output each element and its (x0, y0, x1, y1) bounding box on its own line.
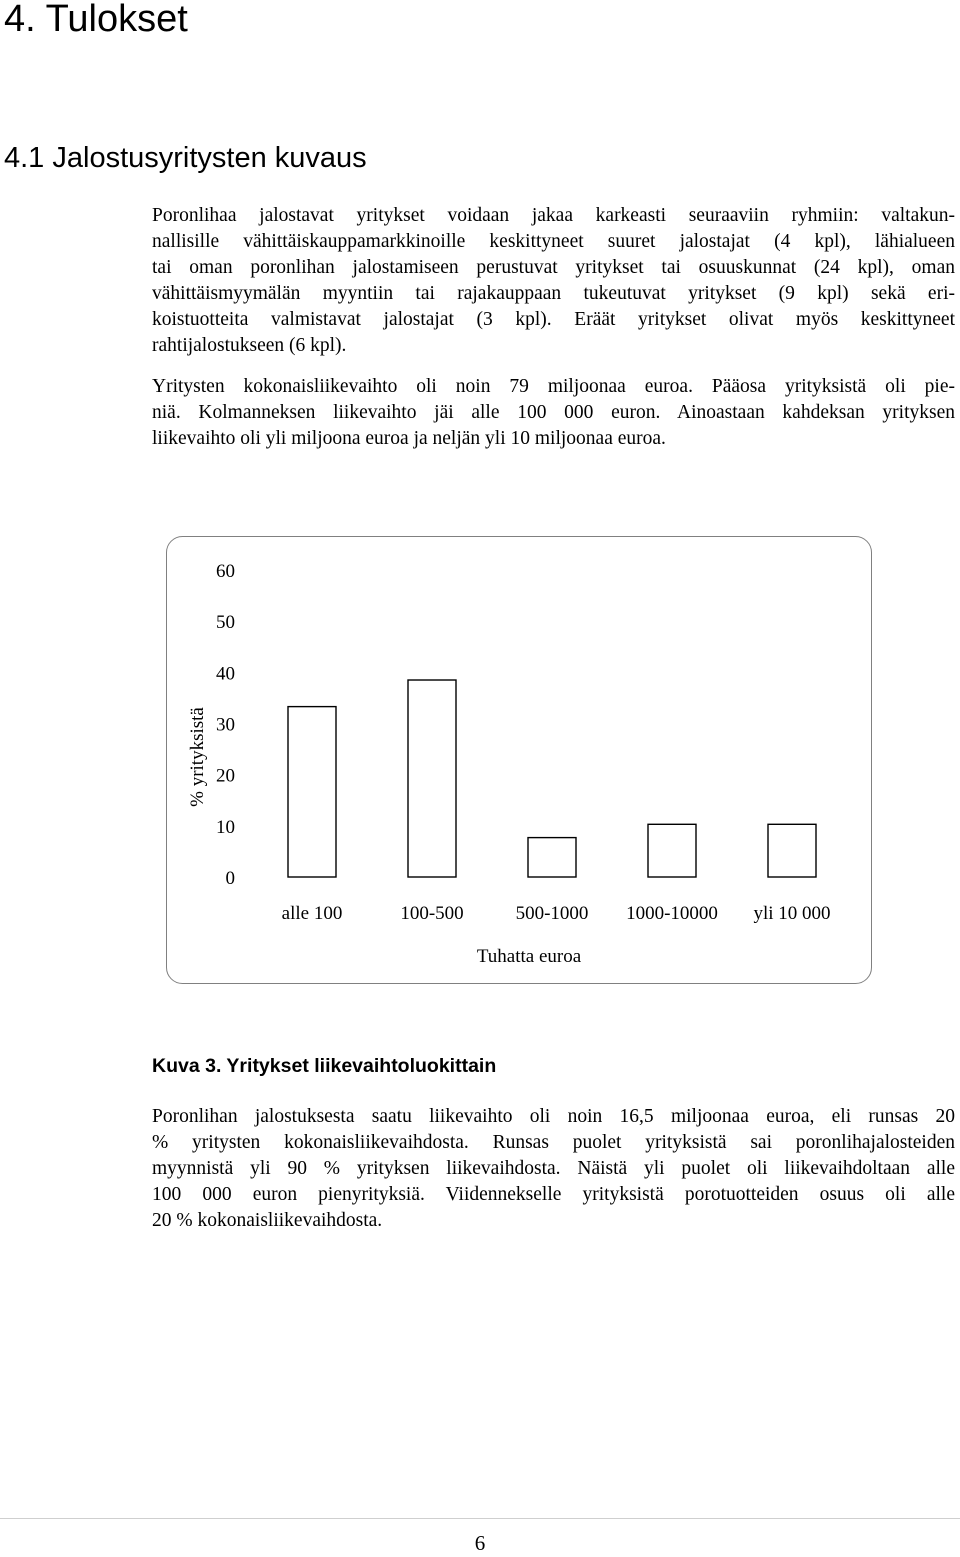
turnover-bar-chart (0, 530, 960, 990)
y-tick-label: 10 (216, 816, 235, 838)
paragraph-line: liikevaihto oli yli miljoona euroa ja neljän yli 10 miljoonaa euroa. (152, 428, 666, 449)
y-tick-label: 50 (216, 612, 235, 634)
y-tick-label: 30 (216, 714, 235, 736)
paragraph-line: Poronlihaa jalostavat yritykset voidaan jakaa karkeasti seuraaviin ryhmiin: valtakun- (152, 205, 955, 226)
bar (648, 824, 696, 877)
bar (408, 680, 456, 877)
y-tick-label: 60 (216, 561, 235, 582)
y-tick-label: 40 (216, 663, 235, 685)
paragraph-line: niä. Kolmanneksen liikevaihto jäi alle 100 000 euron. Ainoastaan kahdeksan yrityksen (152, 402, 955, 423)
x-tick-label: yli 10 000 (753, 903, 831, 924)
paragraph-line: rahtijalostukseen (6 kpl). (152, 335, 347, 356)
paragraph-line: tai oman poronlihan jalostamiseen perustuvat yritykset tai osuuskunnat (24 kpl), oman (152, 257, 955, 278)
x-axis-label: Tuhatta euroa (476, 946, 582, 967)
x-tick-label: 1000-10000 (626, 903, 718, 924)
y-tick-label: 20 (216, 765, 235, 787)
figure-caption: Kuva 3. Yritykset liikevaihtoluokittain (152, 1055, 497, 1077)
paragraph-line: nallisille vähittäiskauppamarkkinoille keskittyneet suuret jalostajat (4 kpl), lähialueen (152, 231, 955, 252)
bar (768, 824, 816, 877)
paragraph-line: vähittäismyymälän myyntiin tai rajakauppaan tukeutuvat yritykset (9 kpl) sekä eri- (152, 283, 955, 304)
bar (288, 707, 336, 877)
footer-divider (0, 1518, 960, 1519)
bar (528, 838, 576, 877)
page-heading: 4. Tulokset (4, 0, 188, 40)
x-tick-label: alle 100 (281, 903, 343, 924)
paragraph-line: 100 000 euron pienyrityksiä. Viidennekselle yrityksistä porotuotteiden osuus oli alle (152, 1184, 955, 1205)
y-tick-label: 0 (225, 868, 235, 889)
page-number: 6 (474, 1531, 486, 1555)
paragraph-company-groups (152, 203, 955, 359)
paragraph-line: Poronlihan jalostuksesta saatu liikevaihto oli noin 16,5 miljoonaa euroa, eli runsas 20 (152, 1106, 955, 1127)
paragraph-line: Yritysten kokonaisliikevaihto oli noin 79 miljoonaa euroa. Pääosa yrityksistä oli pie- (152, 376, 955, 397)
section-heading: 4.1 Jalostusyritysten kuvaus (4, 142, 367, 174)
paragraph-turnover (152, 374, 955, 452)
x-tick-label: 100-500 (400, 903, 464, 924)
y-axis-label: % yrityksistä (187, 707, 208, 807)
paragraph-line: myynnistä yli 90 % yrityksen liikevaihdosta. Näistä yli puolet oli liikevaihdoltaan alle (152, 1158, 955, 1179)
paragraph-line: % yritysten kokonaisliikevaihdosta. Runsas puolet yrityksistä sai poronlihajalosteiden (152, 1132, 955, 1153)
paragraph-reindeer-share (152, 1104, 955, 1234)
paragraph-line: 20 % kokonaisliikevaihdosta. (152, 1210, 383, 1231)
x-tick-label: 500-1000 (515, 903, 589, 924)
paragraph-line: koistuotteita valmistavat jalostajat (3 kpl). Eräät yritykset olivat myös keskittyneet (152, 309, 955, 330)
